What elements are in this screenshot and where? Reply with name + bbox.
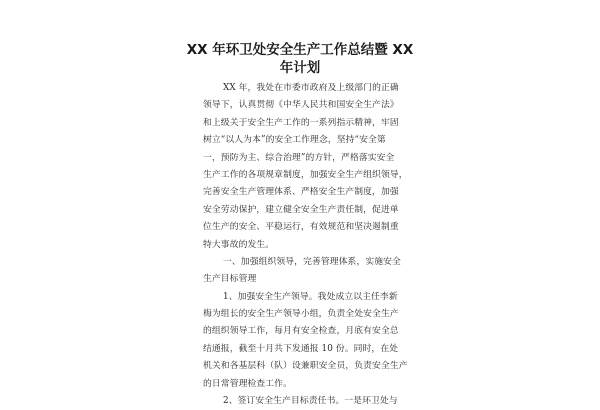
body-line: 领导下，认真贯彻《中华人民共和国安全生产法》	[203, 100, 399, 111]
section-heading-line: 一、加强组织领导，完善管理体系，实施安全	[223, 256, 401, 267]
body-line: 完善安全生产管理体系、严格安全生产制度，加强	[203, 187, 399, 198]
document-body	[203, 80, 408, 410]
body-line: 安全劳动保护，建立健全安全生产责任制，促进单	[203, 204, 399, 215]
body-line: 的日常管理检查工作。	[203, 378, 292, 389]
body-line: 树立“以人为本”的安全工作理念，坚持“安全第	[203, 135, 386, 146]
body-line: XX 年，我处在市委市政府及上级部门的正确	[223, 83, 399, 93]
body-line: 梅为组长的安全生产领导小组，负责全处安全生产	[203, 309, 399, 320]
body-line: 位生产的安全、平稳运行，有效规范和坚决遏制重	[203, 222, 399, 233]
body-line: 1、加强安全生产领导。我处成立以主任李新	[223, 291, 398, 302]
body-line: 特大事故的发生。	[203, 239, 275, 250]
document-title-line-2: 年计划	[279, 60, 321, 76]
body-line: 生产工作的各项规章制度，加强安全生产组织领导，	[203, 169, 408, 180]
body-line: 的组织领导工作，每月有安全检查，月底有安全总	[203, 326, 399, 337]
section-heading-line: 生产目标管理	[203, 274, 257, 285]
body-line: 和上级关于安全生产工作的一系列指示精神，牢固	[203, 117, 399, 128]
body-line: 结通报，截至十月共下发通报 10 份。同时，在处	[203, 343, 399, 354]
body-line: 2、签订安全生产目标责任书。一是环卫处与	[223, 396, 398, 407]
body-line: 机关和各基层科（队）设兼职安全员，负责安全生产	[203, 361, 408, 372]
body-line: 一，预防为主、综合治理”的方针，严格落实安全	[203, 152, 395, 163]
document-title-line-1: XX 年环卫处安全生产工作总结暨 XX	[186, 42, 414, 58]
